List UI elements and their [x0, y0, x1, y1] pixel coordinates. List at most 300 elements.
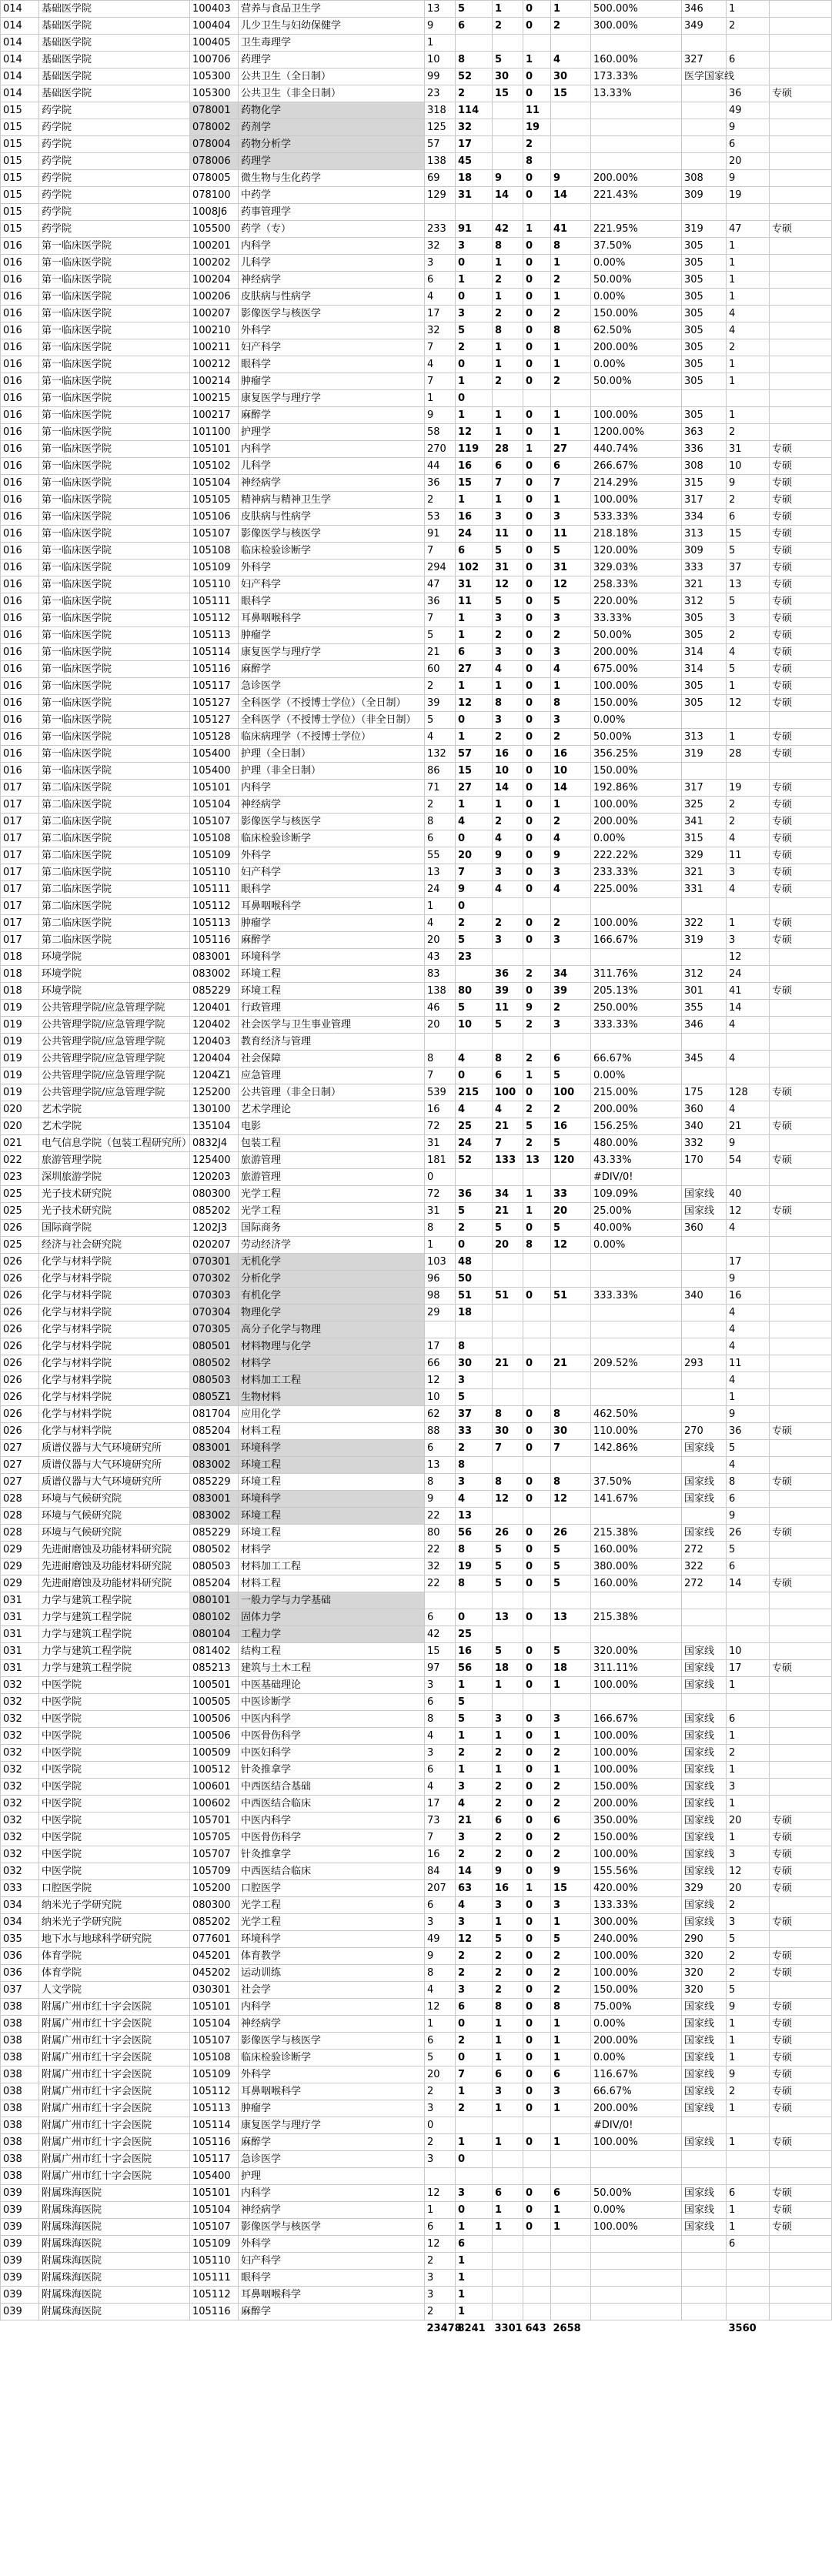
table-cell: 社会学	[239, 1982, 425, 1999]
table-cell: 附属珠海医院	[39, 2253, 190, 2270]
table-cell: 2	[493, 729, 523, 746]
table-cell: 317	[682, 780, 727, 797]
table-row	[1, 2066, 832, 2083]
table-cell: 1	[456, 729, 493, 746]
table-cell: 环境学院	[39, 966, 190, 983]
table-cell: 附属珠海医院	[39, 2236, 190, 2253]
table-cell: 1	[493, 255, 523, 272]
table-cell: 国家线	[682, 2100, 727, 2117]
table-cell: 3	[425, 1745, 456, 1762]
table-cell: 应急管理	[239, 1067, 425, 1084]
table-cell: 085204	[190, 1423, 239, 1440]
table-cell: 016	[1, 475, 39, 492]
table-cell: 173.33%	[591, 68, 682, 85]
table-cell: 力学与建筑工程学院	[39, 1660, 190, 1677]
table-cell: 康复医学与理疗学	[239, 2117, 425, 2134]
table-cell	[770, 1677, 832, 1694]
table-cell	[551, 35, 591, 52]
table-cell: 光学工程	[239, 1914, 425, 1931]
table-cell: 5	[551, 1559, 591, 1575]
table-cell: 2	[456, 1745, 493, 1762]
table-cell: 8	[523, 1237, 551, 1254]
table-cell: 附属珠海医院	[39, 2202, 190, 2219]
table-cell: 080502	[190, 1355, 239, 1372]
table-cell: 346	[682, 1, 727, 18]
table-cell	[770, 1931, 832, 1948]
table-cell: 7	[425, 543, 456, 560]
table-cell: 019	[1, 1084, 39, 1101]
table-cell: 材料工程	[239, 1423, 425, 1440]
table-cell: 1	[727, 373, 770, 390]
table-cell: 1	[456, 1677, 493, 1694]
table-cell: 1	[727, 1796, 770, 1813]
table-cell: 327	[682, 52, 727, 68]
table-cell	[727, 712, 770, 729]
table-cell: 150.00%	[591, 1982, 682, 1999]
table-cell: 36	[727, 1423, 770, 1440]
table-cell: 100.00%	[591, 2219, 682, 2236]
table-cell: 0	[523, 1982, 551, 1999]
table-cell: 080300	[190, 1186, 239, 1203]
table-cell: 50	[456, 1271, 493, 1288]
table-cell: 039	[1, 2236, 39, 2253]
table-cell	[727, 898, 770, 915]
table-cell: 13	[425, 1, 456, 18]
table-cell: 第一临床医学院	[39, 729, 190, 746]
table-cell: 2	[425, 678, 456, 695]
table-cell: 322	[682, 915, 727, 932]
table-cell: 1	[727, 2100, 770, 2117]
table-cell: 耳鼻咽喉科学	[239, 610, 425, 627]
table-cell: 1	[523, 1067, 551, 1084]
table-cell: 第一临床医学院	[39, 509, 190, 526]
table-cell: 0	[456, 712, 493, 729]
table-cell: 105108	[190, 543, 239, 560]
table-cell	[551, 1254, 591, 1271]
table-cell: 专硕	[770, 1525, 832, 1542]
table-cell: 42	[493, 221, 523, 238]
table-cell: 神经病学	[239, 2202, 425, 2219]
table-cell: 0	[523, 1728, 551, 1745]
table-cell: 国家线	[682, 2134, 727, 2151]
table-cell: 2	[523, 1101, 551, 1118]
table-cell	[682, 1389, 727, 1406]
table-cell: 015	[1, 119, 39, 136]
table-cell: 038	[1, 2151, 39, 2168]
table-cell: 035	[1, 1931, 39, 1948]
table-cell: 150.00%	[591, 763, 682, 780]
table-cell: 105707	[190, 1846, 239, 1863]
table-row	[1, 2117, 832, 2134]
table-cell: 环境工程	[239, 1474, 425, 1491]
table-cell: 100202	[190, 255, 239, 272]
table-cell: 第二临床医学院	[39, 864, 190, 881]
table-cell: 97	[425, 1660, 456, 1677]
table-cell	[523, 204, 551, 221]
table-cell: 8	[493, 1474, 523, 1491]
table-cell: 国家线	[682, 2066, 727, 2083]
table-cell: 第一临床医学院	[39, 339, 190, 356]
table-cell: 100212	[190, 356, 239, 373]
table-cell: 0	[523, 797, 551, 814]
table-cell: 1	[425, 2016, 456, 2033]
table-cell: 第一临床医学院	[39, 695, 190, 712]
table-cell: 100215	[190, 390, 239, 407]
table-cell: 1	[493, 2033, 523, 2050]
table-cell: 6	[551, 1051, 591, 1067]
table-cell: 18	[493, 1660, 523, 1677]
table-cell	[770, 1135, 832, 1152]
table-cell: 0	[456, 830, 493, 847]
table-cell	[770, 424, 832, 441]
table-cell: 2	[456, 915, 493, 932]
table-cell: 0.00%	[591, 2202, 682, 2219]
table-cell: 100	[493, 1084, 523, 1101]
table-cell	[682, 2253, 727, 2270]
table-cell: 1	[456, 2134, 493, 2151]
table-cell	[770, 1592, 832, 1609]
table-row	[1, 509, 832, 526]
table-row	[1, 322, 832, 339]
table-cell: 环境工程	[239, 1508, 425, 1525]
table-cell: 105117	[190, 2151, 239, 2168]
table-cell: 105101	[190, 441, 239, 458]
table-cell: 100.00%	[591, 1677, 682, 1694]
table-cell: 5	[456, 1000, 493, 1017]
table-cell: 032	[1, 1728, 39, 1745]
table-cell	[551, 390, 591, 407]
table-row	[1, 1, 832, 18]
table-cell	[682, 1457, 727, 1474]
table-cell: 52	[456, 1152, 493, 1169]
table-cell: 专硕	[770, 2219, 832, 2236]
table-cell: 0	[523, 593, 551, 610]
table-cell: 外科学	[239, 2066, 425, 2083]
table-cell: 工程力学	[239, 1626, 425, 1643]
table-cell: 3	[551, 1017, 591, 1034]
table-cell: 1	[456, 1762, 493, 1779]
table-cell: 社会保障	[239, 1051, 425, 1067]
table-cell: 105101	[190, 780, 239, 797]
table-cell: 2	[727, 492, 770, 509]
table-cell: 3	[456, 1829, 493, 1846]
table-cell	[591, 1694, 682, 1711]
table-cell: 5	[493, 1017, 523, 1034]
table-cell	[493, 1389, 523, 1406]
table-cell: 皮肤病与性病学	[239, 289, 425, 306]
table-cell: 国家线	[682, 1186, 727, 1203]
table-cell: 8	[727, 1474, 770, 1491]
table-cell	[523, 1694, 551, 1711]
table-cell: 外科学	[239, 560, 425, 576]
table-cell: 第一临床医学院	[39, 475, 190, 492]
table-cell: 1	[551, 2016, 591, 2033]
table-cell: 120403	[190, 1034, 239, 1051]
table-cell: 214.29%	[591, 475, 682, 492]
table-cell: 2	[727, 2083, 770, 2100]
table-cell	[551, 1694, 591, 1711]
table-cell: 105107	[190, 2033, 239, 2050]
table-cell: 0	[523, 2202, 551, 2219]
table-cell: 国家线	[682, 1796, 727, 1813]
table-cell: 5	[551, 1931, 591, 1948]
table-cell: 014	[1, 52, 39, 68]
table-cell: 基础医学院	[39, 1, 190, 18]
table-cell: 17	[425, 306, 456, 322]
table-cell	[523, 35, 551, 52]
table-cell	[727, 1067, 770, 1084]
table-cell: 3	[425, 2100, 456, 2117]
table-cell: 经济与社会研究院	[39, 1237, 190, 1254]
table-cell: 中药学	[239, 187, 425, 204]
table-cell: 105117	[190, 678, 239, 695]
table-cell: 73	[425, 1813, 456, 1829]
table-cell: 4	[727, 1017, 770, 1034]
table-row	[1, 2134, 832, 2151]
table-cell: 311.11%	[591, 1660, 682, 1677]
table-cell	[551, 1338, 591, 1355]
table-cell: 015	[1, 170, 39, 187]
table-cell: 国际商学院	[39, 1220, 190, 1237]
table-cell: 专硕	[770, 915, 832, 932]
table-cell: 6	[425, 2219, 456, 2236]
table-cell: 100210	[190, 322, 239, 339]
table-cell	[551, 2236, 591, 2253]
table-cell: 15	[425, 1643, 456, 1660]
table-cell: 016	[1, 238, 39, 255]
table-cell	[770, 153, 832, 170]
table-cell: 专硕	[770, 2033, 832, 2050]
table-cell: 80	[425, 1525, 456, 1542]
table-cell: 0.00%	[591, 255, 682, 272]
table-cell: 020207	[190, 1237, 239, 1254]
table-cell: 环境科学	[239, 1440, 425, 1457]
table-cell: 016	[1, 695, 39, 712]
table-cell: 13	[456, 1508, 493, 1525]
table-cell: 18	[456, 1305, 493, 1321]
table-cell: 影像医学与核医学	[239, 2033, 425, 2050]
table-cell	[682, 119, 727, 136]
table-cell: 麻醉学	[239, 2304, 425, 2320]
table-cell: 材料加工工程	[239, 1372, 425, 1389]
table-cell: 0	[523, 712, 551, 729]
table-cell: 3	[456, 2185, 493, 2202]
table-cell: 23	[425, 85, 456, 102]
table-cell: 0	[523, 678, 551, 695]
table-cell: 1204Z1	[190, 1067, 239, 1084]
table-cell: 100217	[190, 407, 239, 424]
table-cell	[770, 1237, 832, 1254]
table-cell	[770, 2253, 832, 2270]
table-cell: 36	[456, 1186, 493, 1203]
table-cell: 083001	[190, 1440, 239, 1457]
table-cell: 462.50%	[591, 1406, 682, 1423]
table-cell: 肿瘤学	[239, 627, 425, 644]
table-cell: 22	[425, 1575, 456, 1592]
table-cell: 药物分析学	[239, 136, 425, 153]
table-cell: 363	[682, 424, 727, 441]
table-cell: 017	[1, 814, 39, 830]
table-cell: 311.76%	[591, 966, 682, 983]
table-cell: 026	[1, 1254, 39, 1271]
table-cell: 085204	[190, 1575, 239, 1592]
table-cell: 内科学	[239, 441, 425, 458]
table-cell	[493, 1305, 523, 1321]
table-cell: 309	[682, 187, 727, 204]
table-cell: 光学工程	[239, 1897, 425, 1914]
table-cell: 105101	[190, 2185, 239, 2202]
table-cell: 016	[1, 424, 39, 441]
table-cell: 19	[727, 187, 770, 204]
table-row	[1, 1728, 832, 1745]
table-cell: 外科学	[239, 322, 425, 339]
table-cell: 4	[727, 1372, 770, 1389]
table-cell	[682, 136, 727, 153]
table-cell: 032	[1, 1762, 39, 1779]
table-cell: 6	[727, 136, 770, 153]
table-cell: 4	[456, 1796, 493, 1813]
table-cell: 5	[551, 1220, 591, 1237]
table-cell: 2	[456, 1220, 493, 1237]
table-cell: 第二临床医学院	[39, 847, 190, 864]
table-cell: 5	[727, 1542, 770, 1559]
table-cell	[682, 1254, 727, 1271]
table-cell	[456, 1169, 493, 1186]
table-cell: 2	[727, 1897, 770, 1914]
table-cell: 6	[425, 272, 456, 289]
table-cell: 5	[727, 593, 770, 610]
table-cell: 1	[523, 1203, 551, 1220]
table-cell: 7	[425, 1829, 456, 1846]
table-cell: 国家线	[682, 1203, 727, 1220]
table-cell: 0	[523, 2083, 551, 2100]
table-cell: 1	[425, 35, 456, 52]
table-row	[1, 763, 832, 780]
table-cell: 公共卫生（非全日制）	[239, 85, 425, 102]
table-cell: 160.00%	[591, 1542, 682, 1559]
table-cell: 18	[551, 1660, 591, 1677]
table-cell: 313	[682, 729, 727, 746]
table-cell: 中西医结合临床	[239, 1796, 425, 1813]
table-cell: 4	[493, 881, 523, 898]
table-row	[1, 68, 832, 85]
table-cell: 0	[523, 2050, 551, 2066]
table-cell: 336	[682, 441, 727, 458]
table-cell: 质谱仪器与大气环境研究所	[39, 1474, 190, 1491]
table-cell: 026	[1, 1389, 39, 1406]
table-cell: 028	[1, 1525, 39, 1542]
table-cell: 55	[425, 847, 456, 864]
table-cell: 018	[1, 949, 39, 966]
table-cell: 基础医学院	[39, 18, 190, 35]
table-cell: 100.00%	[591, 1965, 682, 1982]
table-cell: 力学与建筑工程学院	[39, 1626, 190, 1643]
table-cell: 86	[425, 763, 456, 780]
table-cell: 105106	[190, 509, 239, 526]
table-cell: 1	[493, 1728, 523, 1745]
table-cell: 33.33%	[591, 610, 682, 627]
table-cell	[591, 204, 682, 221]
table-cell: 83	[425, 966, 456, 983]
table-cell	[591, 1338, 682, 1355]
table-cell: 3	[727, 610, 770, 627]
table-cell: 105110	[190, 576, 239, 593]
table-cell: 0	[523, 492, 551, 509]
table-cell: 56	[456, 1525, 493, 1542]
table-cell: 66	[425, 1355, 456, 1372]
table-cell	[591, 949, 682, 966]
table-cell: 320.00%	[591, 1643, 682, 1660]
table-cell: 9	[523, 1000, 551, 1017]
table-cell: 专硕	[770, 2016, 832, 2033]
table-cell	[682, 1271, 727, 1288]
table-cell: 016	[1, 543, 39, 560]
table-cell: 0	[523, 1897, 551, 1914]
table-cell: 18	[456, 170, 493, 187]
table-cell: 纳米光子学研究院	[39, 1914, 190, 1931]
table-cell: 29	[425, 1305, 456, 1321]
table-cell: 98	[425, 1288, 456, 1305]
table-cell: 化学与材料学院	[39, 1254, 190, 1271]
table-cell: 2	[493, 1745, 523, 1762]
table-cell: 0	[523, 1355, 551, 1372]
table-cell: 24	[456, 1135, 493, 1152]
table-cell: 016	[1, 610, 39, 627]
table-cell: 14	[456, 1863, 493, 1880]
table-cell: 026	[1, 1288, 39, 1305]
table-cell: 儿科学	[239, 255, 425, 272]
table-cell: 0	[523, 576, 551, 593]
table-cell: 第一临床医学院	[39, 526, 190, 543]
table-cell: 141.67%	[591, 1491, 682, 1508]
table-cell: 专硕	[770, 1203, 832, 1220]
table-cell: 105112	[190, 898, 239, 915]
table-cell: 319	[682, 221, 727, 238]
table-cell: 105104	[190, 2016, 239, 2033]
table-cell: 影像医学与核医学	[239, 306, 425, 322]
table-cell	[727, 1626, 770, 1643]
table-cell: 20	[456, 847, 493, 864]
table-cell: 017	[1, 932, 39, 949]
table-row	[1, 204, 832, 221]
table-cell: 4	[727, 1220, 770, 1237]
table-cell: 3	[551, 2083, 591, 2100]
table-cell: 2	[551, 1745, 591, 1762]
table-cell: 国家线	[682, 2185, 727, 2202]
table-cell: 083002	[190, 1508, 239, 1525]
table-cell: 专硕	[770, 627, 832, 644]
table-cell: 20	[551, 1203, 591, 1220]
table-cell: 100.00%	[591, 1948, 682, 1965]
table-cell: 16	[727, 1288, 770, 1305]
table-cell	[591, 136, 682, 153]
table-cell: 0	[523, 1609, 551, 1626]
table-cell: 016	[1, 526, 39, 543]
table-cell: 192.86%	[591, 780, 682, 797]
table-cell: 0.00%	[591, 289, 682, 306]
table-cell: 0	[523, 424, 551, 441]
table-cell: 化学与材料学院	[39, 1288, 190, 1305]
table-cell: 032	[1, 1846, 39, 1863]
table-cell: 8	[456, 1457, 493, 1474]
table-cell: 039	[1, 2202, 39, 2219]
table-cell: 9	[727, 170, 770, 187]
table-cell: 045201	[190, 1948, 239, 1965]
table-cell: 016	[1, 644, 39, 661]
table-cell: 305	[682, 356, 727, 373]
table-cell: 320	[682, 1982, 727, 1999]
table-cell: 1	[727, 2134, 770, 2151]
